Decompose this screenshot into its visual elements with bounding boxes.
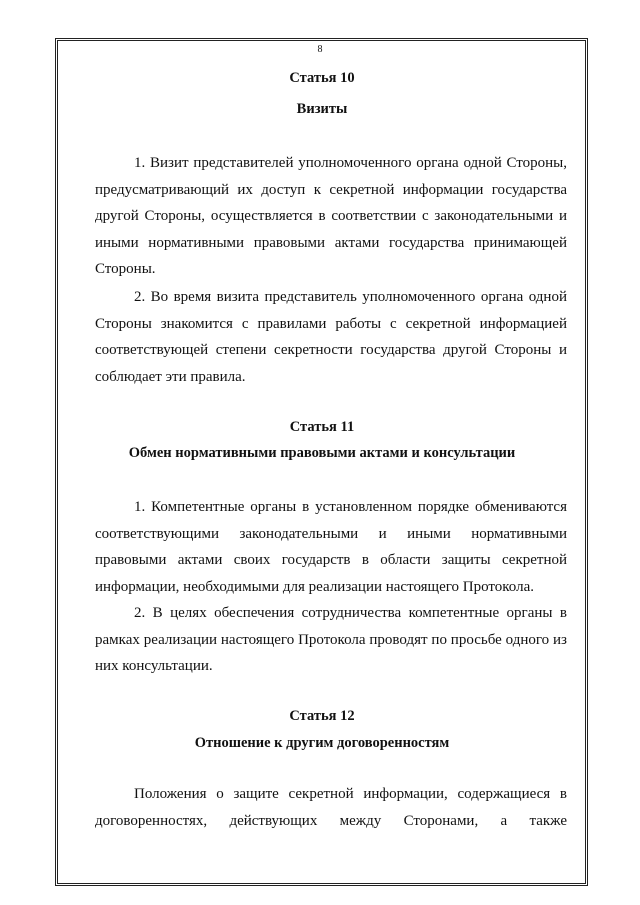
article-11-title: Обмен нормативными правовыми актами и консультации	[128, 445, 516, 461]
article-12-paragraph-1: Положения о защите секретной информации, содержащиеся в договоренностях, действующих между Сторонами, а также	[95, 786, 567, 829]
page-number: 8	[317, 44, 323, 55]
article-10-paragraph-1: 1. Визит представителей уполномоченного органа одной Стороны, предусматривающий их доступ к секретной информации государства другой Стороны, осуществляется в соответствии с законодательными и иными нормативными правовыми актами государства принимающей Стороны.	[95, 155, 567, 278]
article-10-paragraph-2: 2. Во время визита представитель уполномоченного органа одной Стороны знакомится с правилами работы с секретной информацией соответствующей степени секретности государства другой Стороны и соблюдает эти правила.	[95, 289, 567, 385]
article-10-heading: Статья 10	[289, 70, 355, 86]
article-12-heading: Статья 12	[289, 708, 355, 724]
article-11-heading: Статья 11	[289, 419, 355, 435]
article-11-paragraph-2: 2. В целях обеспечения сотрудничества компетентные органы в рамках реализации настоящего Протокола проводят по просьбе одного из них консультации.	[95, 605, 567, 675]
article-10-title: Визиты	[296, 101, 348, 117]
article-11-paragraph-1: 1. Компетентные органы в установленном порядке обмениваются соответствующими законодательными и иными нормативными правовыми актами своих государств в области защиты секретной информации, необходимыми для реализации настоящего Протокола.	[95, 499, 567, 595]
article-12-title: Отношение к другим договоренностям	[194, 735, 450, 751]
